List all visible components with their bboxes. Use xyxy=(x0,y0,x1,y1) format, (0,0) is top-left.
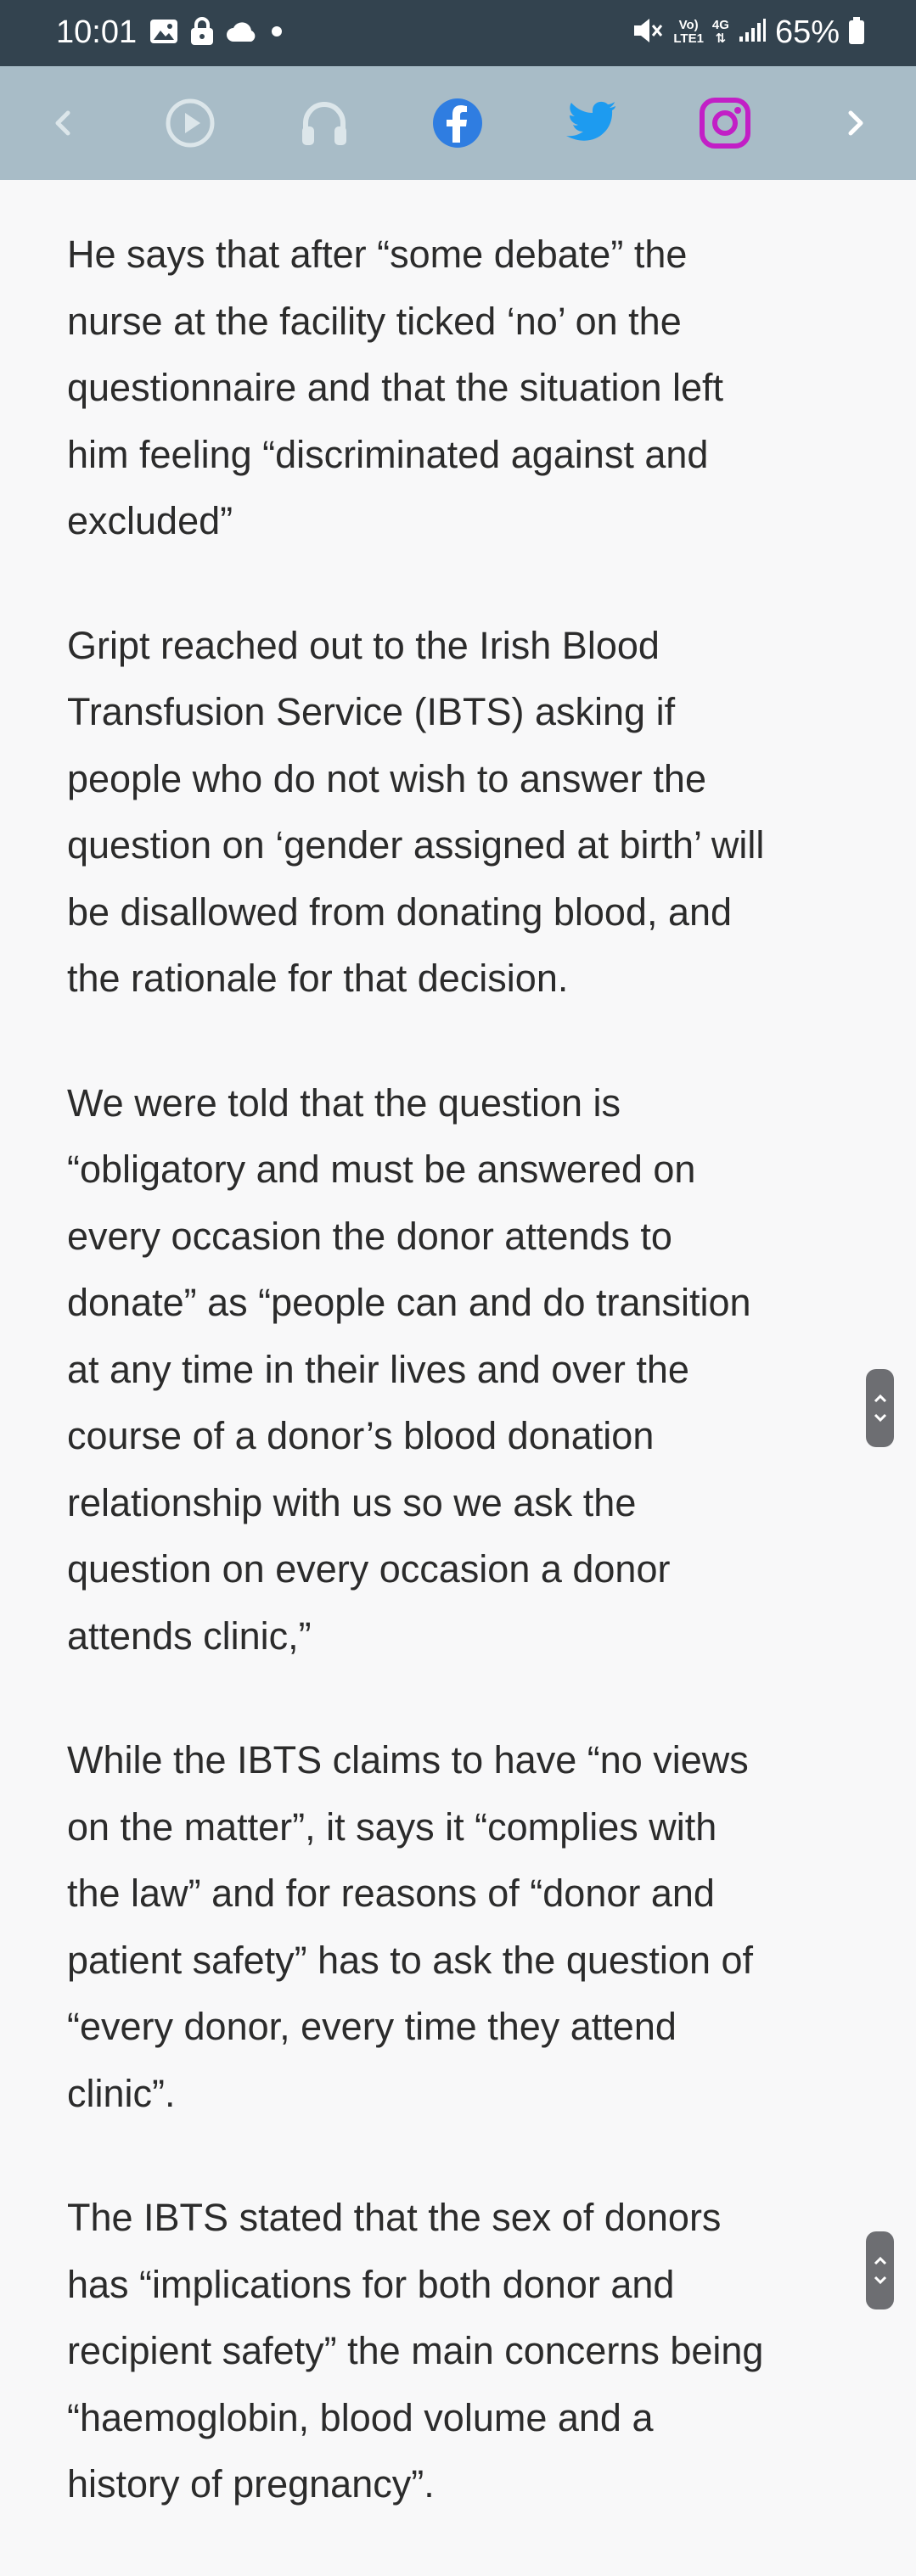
article-paragraph: The IBTS stated that the sex of donors has “implications for both donor and recipient safety” the main concerns being “haemoglobin, blood volume and a history of pregnancy”. xyxy=(67,2196,764,2506)
volte-icon xyxy=(673,19,704,46)
play-icon xyxy=(163,96,217,150)
headphones-button[interactable] xyxy=(292,91,357,155)
chevron-right-icon xyxy=(839,106,873,140)
volte-bottom: LTE1 xyxy=(673,31,704,46)
scroll-handle-icon[interactable] xyxy=(866,1369,894,1447)
share-toolbar xyxy=(0,66,916,180)
network-label: 4G xyxy=(711,18,729,32)
instagram-share-button[interactable] xyxy=(693,91,757,155)
article-paragraph: While the IBTS claims to have “no views on the matter”, it says it “complies with the law” and for reasons of “donor and patient safety” has to ask the question of “every donor, every time they attend clinic”. xyxy=(67,1738,754,2115)
status-right xyxy=(631,12,865,53)
scroll-handle-icon[interactable] xyxy=(866,2231,894,2309)
status-bar xyxy=(0,0,916,66)
cloud-icon xyxy=(226,20,258,48)
facebook-icon xyxy=(430,95,486,151)
twitter-icon xyxy=(563,98,619,149)
battery-percent: 65% xyxy=(774,14,840,50)
volte-top: Vo) xyxy=(678,18,699,32)
status-time: 10:01 xyxy=(56,14,138,50)
4g-icon xyxy=(712,19,729,46)
article-paragraph: He says that after “some debate” the nurse at the facility ticked ‘no’ on the questionnaire and that the situation left him feeling “discriminated against and excluded” xyxy=(67,233,724,542)
chevron-right-button[interactable] xyxy=(823,91,888,155)
twitter-share-button[interactable] xyxy=(559,91,623,155)
mute-icon xyxy=(631,15,665,50)
status-left-icons xyxy=(149,17,285,50)
instagram-icon xyxy=(698,96,752,150)
signal-icon xyxy=(738,18,767,48)
lock-icon xyxy=(188,17,216,50)
gallery-icon xyxy=(149,19,178,48)
facebook-share-button[interactable] xyxy=(425,91,490,155)
headphones-icon xyxy=(297,96,351,150)
article-body xyxy=(67,222,865,2576)
article-paragraph: Gript reached out to the Irish Blood Transfusion Service (IBTS) asking if people who do not wish to answer the question on ‘gender assigned at birth’ will be disallowed from donating blood, and the rationale for that decision. xyxy=(67,623,765,1000)
battery-icon xyxy=(848,16,865,49)
chevron-left-button[interactable] xyxy=(31,91,95,155)
chevron-left-icon xyxy=(46,106,80,140)
article-paragraph: We were told that the question is “obligatory and must be answered on every occasion the donor attends to donate” as “people can and do transition at any time in their lives and over the course of a donor’s blood donation relationship with us so we ask the question on every occasion a donor attends clinic,” xyxy=(67,1080,751,1658)
dot-icon xyxy=(268,23,285,44)
data-arrows: ⇅ xyxy=(715,31,727,46)
play-button[interactable] xyxy=(158,91,222,155)
